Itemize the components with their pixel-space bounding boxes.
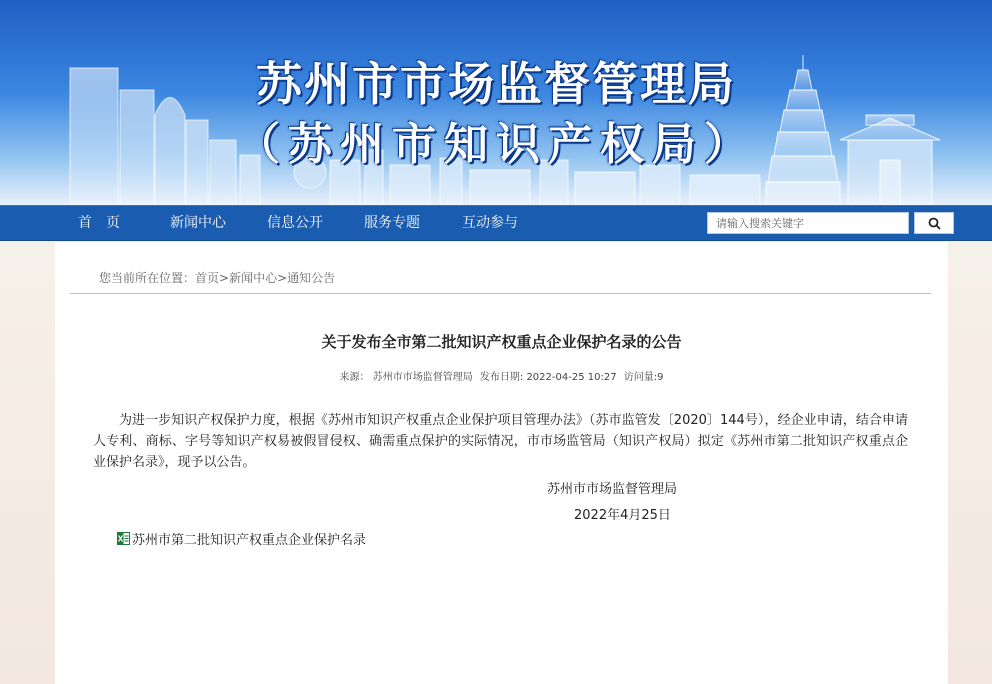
search-icon	[928, 217, 941, 230]
nav-item-news[interactable]: 新闻中心	[170, 215, 226, 231]
nav-item-info-disclosure[interactable]: 信息公开	[267, 215, 323, 231]
breadcrumb	[99, 269, 335, 286]
article-signature: 苏州市市场监督管理局	[547, 482, 678, 497]
article-source: 来源： 苏州市市场监督管理局	[339, 372, 473, 383]
attachment-label: 苏州市第二批知识产权重点企业保护名录	[132, 533, 367, 548]
site-subtitle: （苏州市知识产权局）	[236, 119, 756, 170]
article-date: 2022年4月25日	[574, 508, 671, 523]
article-title: 关于发布全市第二批知识产权重点企业保护名录的公告	[321, 333, 682, 351]
nav-item-services[interactable]: 服务专题	[364, 215, 420, 231]
breadcrumb-prefix: 您当前所在位置：	[99, 271, 196, 285]
attachment-link[interactable]	[117, 529, 366, 548]
site-banner	[0, 0, 992, 205]
article-body: 为进一步知识产权保护力度，根据《苏州市知识产权重点企业保护项目管理办法》（苏市监管发〔2020〕144号），经企业申请，结合申请人专利、商标、字号等知识产权易被假冒侵权、确需重点保护的实际情况，市市场监管局（知识产权局）拟定《苏州市第二批知识产权重点企业保护名录》，现予以公告。	[93, 413, 908, 470]
breadcrumb-separator: >	[277, 271, 288, 285]
breadcrumb-news[interactable]: 新闻中心	[229, 271, 278, 285]
main-nav	[0, 205, 992, 241]
breadcrumb-home[interactable]: 首页	[195, 271, 220, 285]
search-button[interactable]	[914, 212, 954, 234]
site-title: 苏州市市场监督管理局	[256, 57, 736, 111]
search-input[interactable]	[707, 212, 909, 234]
nav-item-home[interactable]: 首 页	[78, 215, 120, 231]
excel-file-icon	[117, 532, 130, 545]
article-publish-date: 发布日期: 2022-04-25 10:27	[479, 372, 617, 383]
breadcrumb-separator: >	[219, 271, 230, 285]
content-panel	[55, 242, 948, 684]
breadcrumb-notices[interactable]: 通知公告	[287, 271, 336, 285]
article-view-count: 访问量:9	[623, 372, 664, 383]
divider	[70, 293, 931, 294]
article-meta	[55, 368, 948, 383]
nav-item-interaction[interactable]: 互动参与	[462, 215, 518, 231]
